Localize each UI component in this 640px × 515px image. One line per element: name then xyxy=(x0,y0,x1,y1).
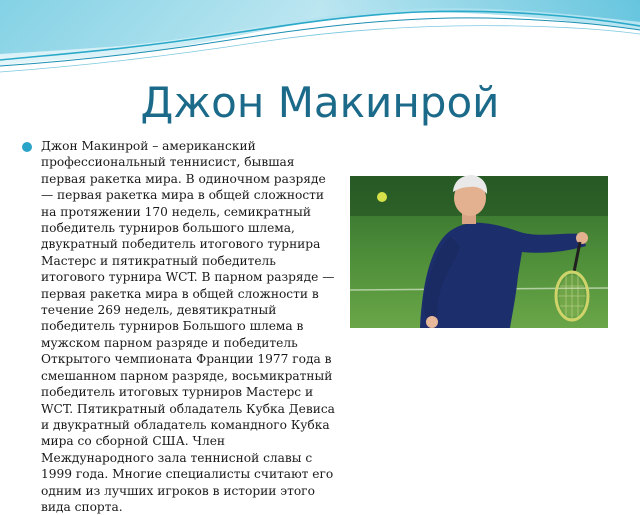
bullet-icon xyxy=(22,142,32,152)
header-wave-decoration xyxy=(0,0,640,80)
body-paragraph: Джон Макинрой – американский профессиональный теннисист, бывшая первая ракетка мира. В одиночном разряде — первая ракетка мира в общей сложности на протяжении 170 недель, семикратный победитель турниров большого шлема, двукратный победитель итогового турнира Мастерс и пятикратный победитель итогового турнира WCT. В парном разряде — первая ракетка мира в общей сложности в течение 269 недель, девятикратный победитель турниров Большого шлема в мужском парном разряде и победитель Открытого чемпионата Франции 1977 года в смешанном парном разряде, восьмикратный победитель итоговых турниров Мастерс и WCT. Пятикратный обладатель Кубка Девиса и двукратный обладатель командного Кубка мира со сборной США. Член Международного зала теннисной славы с 1999 года. Многие специалисты считают его одним из лучших игроков в истории этого вида спорта. xyxy=(41,139,335,514)
slide-title: Джон Макинрой xyxy=(140,78,500,127)
tennis-player-photo xyxy=(350,176,608,328)
